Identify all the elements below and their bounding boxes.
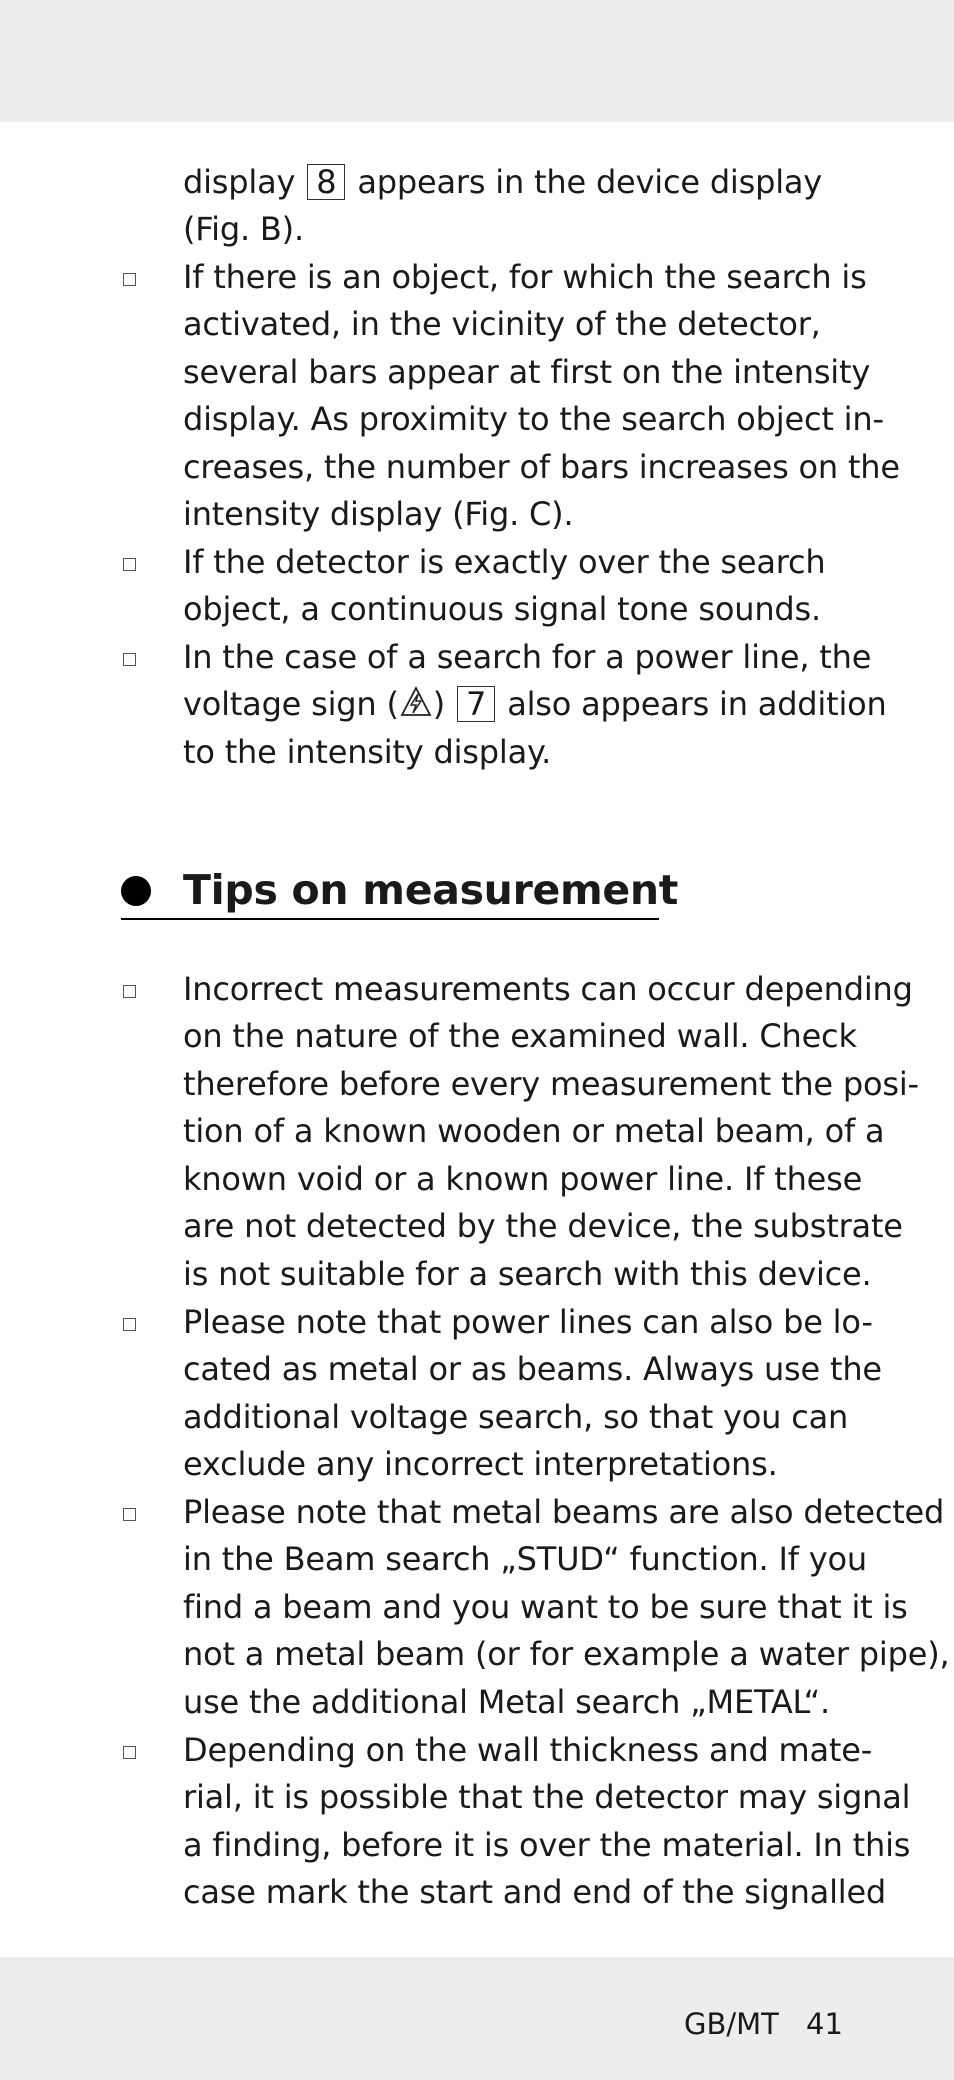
- bullet-square-icon: [123, 985, 136, 998]
- text-line: in the Beam search „STUD“ function. If you: [183, 1540, 867, 1578]
- text-line: several bars appear at first on the intensity: [183, 353, 871, 391]
- text-line: rial, it is possible that the detector may signal: [183, 1778, 911, 1816]
- text-line: intensity display (Fig. C).: [183, 495, 574, 533]
- text-line: (Fig. B).: [183, 210, 304, 248]
- text-line: is not suitable for a search with this device.: [183, 1255, 872, 1293]
- text-line: creases, the number of bars increases on the: [183, 448, 900, 486]
- text-fragment: voltage sign (: [183, 685, 399, 723]
- text-line: to the intensity display.: [183, 733, 552, 771]
- text-line: display. As proximity to the search object in-: [183, 400, 884, 438]
- text-line: not a metal beam (or for example a water pipe),: [183, 1635, 950, 1673]
- text-line: exclude any incorrect interpretations.: [183, 1445, 778, 1483]
- text-line: case mark the start and end of the signalled: [183, 1873, 887, 1911]
- footer-page-number: 41: [806, 2007, 843, 2041]
- bullet-square-icon: [123, 1318, 136, 1331]
- text-line: Please note that power lines can also be lo-: [183, 1303, 873, 1341]
- reference-number: 7: [457, 686, 495, 722]
- text-fragment: ): [432, 685, 446, 723]
- bullet-square-icon: [123, 653, 136, 666]
- text-line: If there is an object, for which the search is: [183, 258, 867, 296]
- text-line: a finding, before it is over the material. In this: [183, 1826, 911, 1864]
- text-line: Please note that metal beams are also detected: [183, 1493, 945, 1531]
- text-line: cated as metal or as beams. Always use the: [183, 1350, 882, 1388]
- text-line: activated, in the vicinity of the detector,: [183, 305, 821, 343]
- text-line: use the additional Metal search „METAL“.: [183, 1683, 831, 1721]
- text-line: tion of a known wooden or metal beam, of a: [183, 1112, 885, 1150]
- bullet-square-icon: [123, 1746, 136, 1759]
- section-heading: Tips on measurement: [183, 866, 679, 914]
- heading-bullet-icon: [121, 876, 151, 906]
- text-line: In the case of a search for a power line, the: [183, 638, 872, 676]
- reference-number: 8: [307, 164, 345, 200]
- bullet-square-icon: [123, 1508, 136, 1521]
- bullet-square-icon: [123, 273, 136, 286]
- text-line: [183, 684, 887, 728]
- text-line: find a beam and you want to be sure that it is: [183, 1588, 908, 1626]
- bullet-square-icon: [123, 558, 136, 571]
- text-line: known void or a known power line. If these: [183, 1160, 863, 1198]
- page-top-margin: [0, 0, 954, 122]
- heading-underline: [121, 918, 659, 920]
- text-line: Incorrect measurements can occur depending: [183, 970, 913, 1008]
- text-fragment: display: [183, 163, 296, 201]
- voltage-warning-icon: [399, 685, 433, 728]
- text-line: additional voltage search, so that you can: [183, 1398, 849, 1436]
- text-line: therefore before every measurement the posi-: [183, 1065, 919, 1103]
- text-fragment: also appears in addition: [507, 685, 887, 723]
- text-fragment: appears in the device display: [357, 163, 823, 201]
- text-line: object, a continuous signal tone sounds.: [183, 590, 821, 628]
- text-line: Depending on the wall thickness and mate-: [183, 1731, 873, 1769]
- text-line: [183, 162, 822, 202]
- footer-region-code: GB/MT: [684, 2007, 779, 2041]
- text-line: If the detector is exactly over the search: [183, 543, 826, 581]
- text-line: on the nature of the examined wall. Check: [183, 1017, 857, 1055]
- text-line: are not detected by the device, the substrate: [183, 1207, 903, 1245]
